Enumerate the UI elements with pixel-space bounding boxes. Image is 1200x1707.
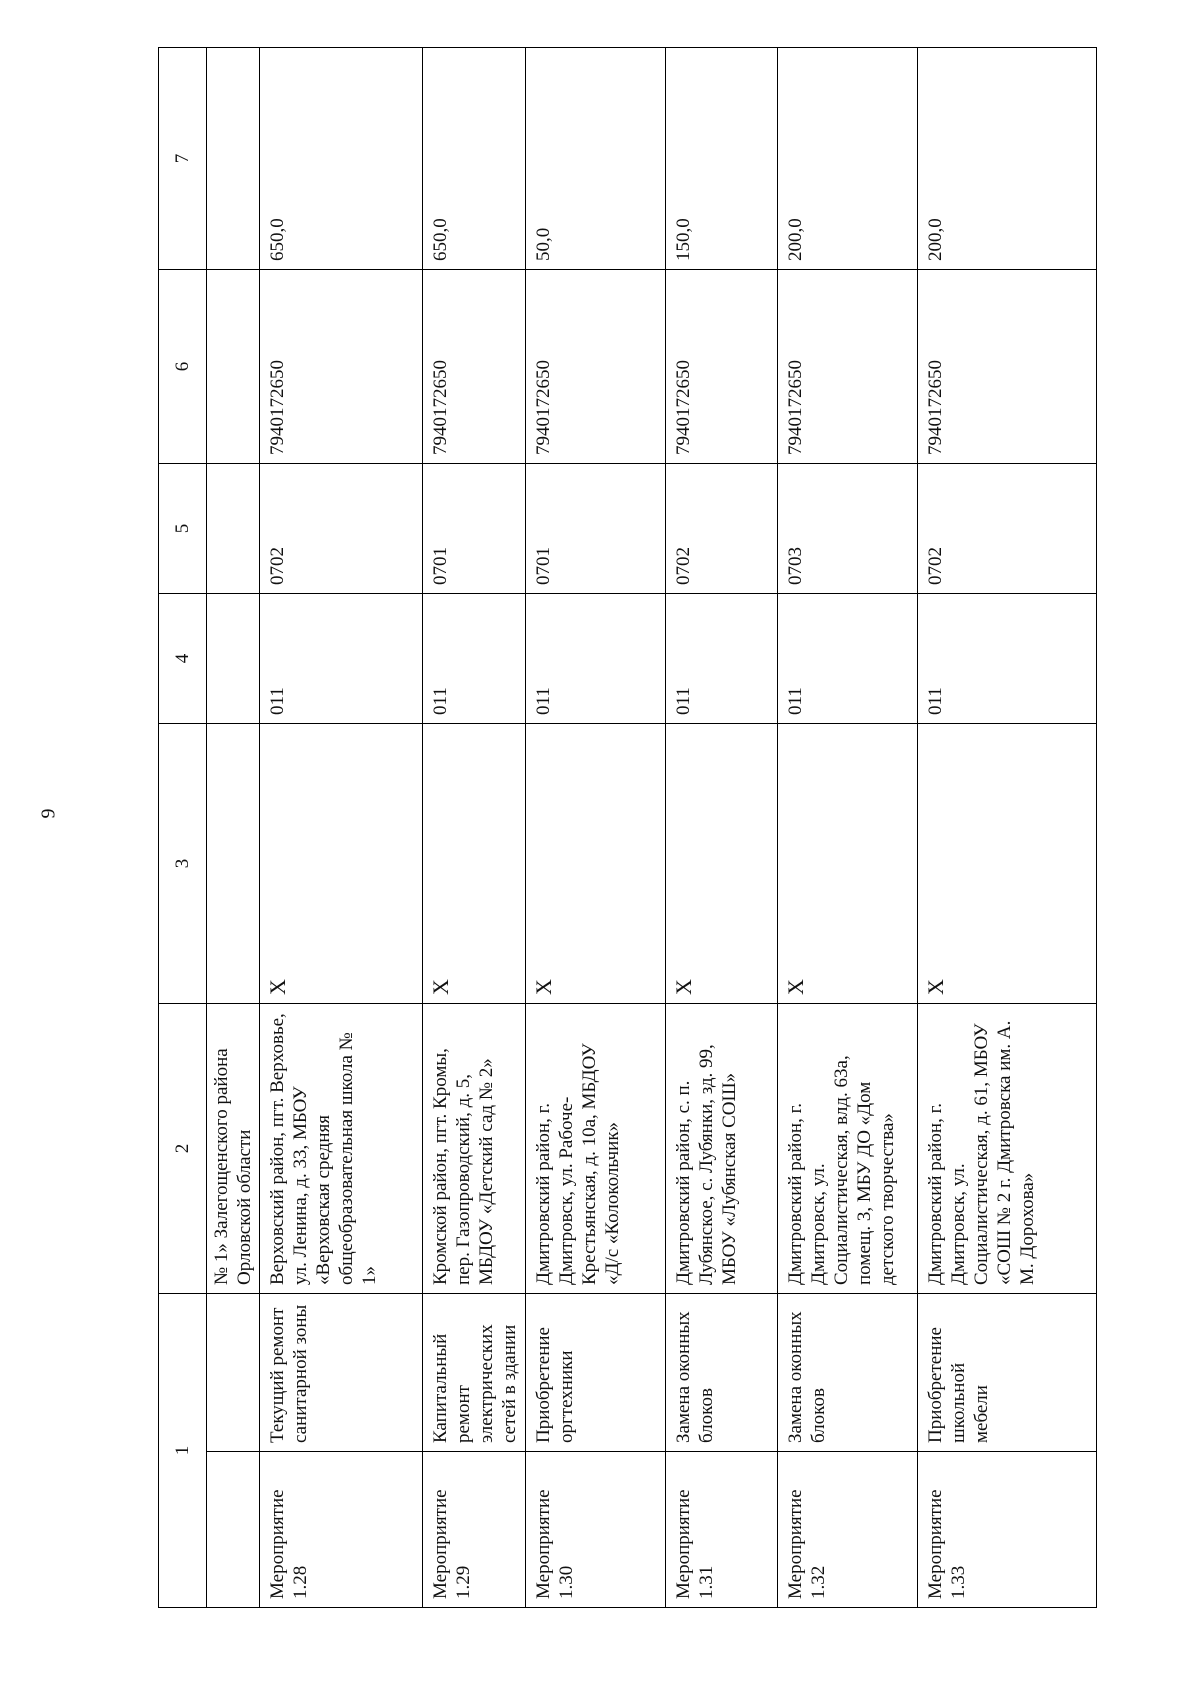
col5-cell: 0701 bbox=[423, 464, 526, 594]
col7-cell: 50,0 bbox=[526, 48, 666, 270]
location-cell: Дмитровский район, г. Дмитровск, ул. Рабоче-Крестьянская, д. 10а, МБДОУ «Д/с «Колокольчик» bbox=[526, 1004, 666, 1294]
table-row bbox=[918, 48, 1097, 1608]
col4-cell: 011 bbox=[778, 594, 918, 724]
location-cell: Дмитровский район, с. п. Лубянское, с. Лубянки, зд. 99, МБОУ «Лубянская СОШ» bbox=[666, 1004, 778, 1294]
col6-cell: 7940172650 bbox=[423, 270, 526, 464]
location-cell: Дмитровский район, г. Дмитровск, ул. Социалистическая, влд. 63а, помещ. 3, МБУ ДО «Дом детского творчества» bbox=[778, 1004, 918, 1294]
header-cell-4: 4 bbox=[159, 594, 207, 724]
col6-cell: 7940172650 bbox=[918, 270, 1097, 464]
location-cell: Дмитровский район, г. Дмитровск, ул. Социалистическая, д. 61, МБОУ «СОШ № 2 г. Дмитровска им. А. М. Дорохова» bbox=[918, 1004, 1097, 1294]
table-header-row bbox=[159, 48, 207, 1608]
col3-cell: X bbox=[778, 724, 918, 1004]
col4-cell: 011 bbox=[666, 594, 778, 724]
table-row bbox=[666, 48, 778, 1608]
name-cell: Приобретение оргтехники bbox=[526, 1294, 666, 1452]
header-cell-5: 5 bbox=[159, 464, 207, 594]
header-cell-2: 2 bbox=[159, 1004, 207, 1294]
col5-cell: 0702 bbox=[666, 464, 778, 594]
location-cell: Верховский район, пгт. Верховье, ул. Ленина, д. 33, МБОУ «Верховская средняя общеобразовательная школа № 1» bbox=[260, 1004, 423, 1294]
col7-cell: 200,0 bbox=[918, 48, 1097, 270]
name-cell: Замена оконных блоков bbox=[666, 1294, 778, 1452]
location-cell: Кромской район, пгт. Кромы, пер. Газопроводский, д. 5, МБДОУ «Детский сад № 2» bbox=[423, 1004, 526, 1294]
col3-cell: X bbox=[666, 724, 778, 1004]
measure-cell: Мероприятие 1.32 bbox=[778, 1452, 918, 1608]
name-cell: Капитальный ремонт электрических сетей в здании bbox=[423, 1294, 526, 1452]
measure-cell: Мероприятие 1.31 bbox=[666, 1452, 778, 1608]
name-cell: Приобретение школьной мебели bbox=[918, 1294, 1097, 1452]
rotated-page bbox=[158, 48, 1078, 1608]
col4-cell: 011 bbox=[918, 594, 1097, 724]
col7-cell: 150,0 bbox=[666, 48, 778, 270]
col7-cell: 650,0 bbox=[260, 48, 423, 270]
header-cell-3: 3 bbox=[159, 724, 207, 1004]
measure-cell: Мероприятие 1.29 bbox=[423, 1452, 526, 1608]
col7-cell: 200,0 bbox=[778, 48, 918, 270]
table-row bbox=[260, 48, 423, 1608]
measure-cell: Мероприятие 1.30 bbox=[526, 1452, 666, 1608]
table-row-continuation bbox=[207, 48, 260, 1608]
header-cell-1: 1 bbox=[159, 1294, 207, 1608]
col5-cell: 0702 bbox=[260, 464, 423, 594]
name-cell: Замена оконных блоков bbox=[778, 1294, 918, 1452]
col5-cell: 0703 bbox=[778, 464, 918, 594]
name-cell: Текущий ремонт санитарной зоны bbox=[260, 1294, 423, 1452]
col6-cell: 7940172650 bbox=[778, 270, 918, 464]
col3-cell: X bbox=[526, 724, 666, 1004]
col3-cell: X bbox=[918, 724, 1097, 1004]
page-number: 9 bbox=[37, 808, 60, 819]
header-cell-6: 6 bbox=[159, 270, 207, 464]
budget-table bbox=[158, 47, 1097, 1608]
col4-cell: 011 bbox=[423, 594, 526, 724]
col6-cell: 7940172650 bbox=[260, 270, 423, 464]
measure-cell: Мероприятие 1.28 bbox=[260, 1452, 423, 1608]
col4-cell: 011 bbox=[526, 594, 666, 724]
table-row bbox=[778, 48, 918, 1608]
measure-cell: Мероприятие 1.33 bbox=[918, 1452, 1097, 1608]
col5-cell: 0702 bbox=[918, 464, 1097, 594]
col4-cell: 011 bbox=[260, 594, 423, 724]
col6-cell: 7940172650 bbox=[666, 270, 778, 464]
table-row bbox=[526, 48, 666, 1608]
location-cell: № 1» Залегощенского района Орловской области bbox=[207, 1004, 260, 1294]
col5-cell: 0701 bbox=[526, 464, 666, 594]
col3-cell: X bbox=[260, 724, 423, 1004]
header-cell-7: 7 bbox=[159, 48, 207, 270]
col7-cell: 650,0 bbox=[423, 48, 526, 270]
table-row bbox=[423, 48, 526, 1608]
col3-cell: X bbox=[423, 724, 526, 1004]
col6-cell: 7940172650 bbox=[526, 270, 666, 464]
